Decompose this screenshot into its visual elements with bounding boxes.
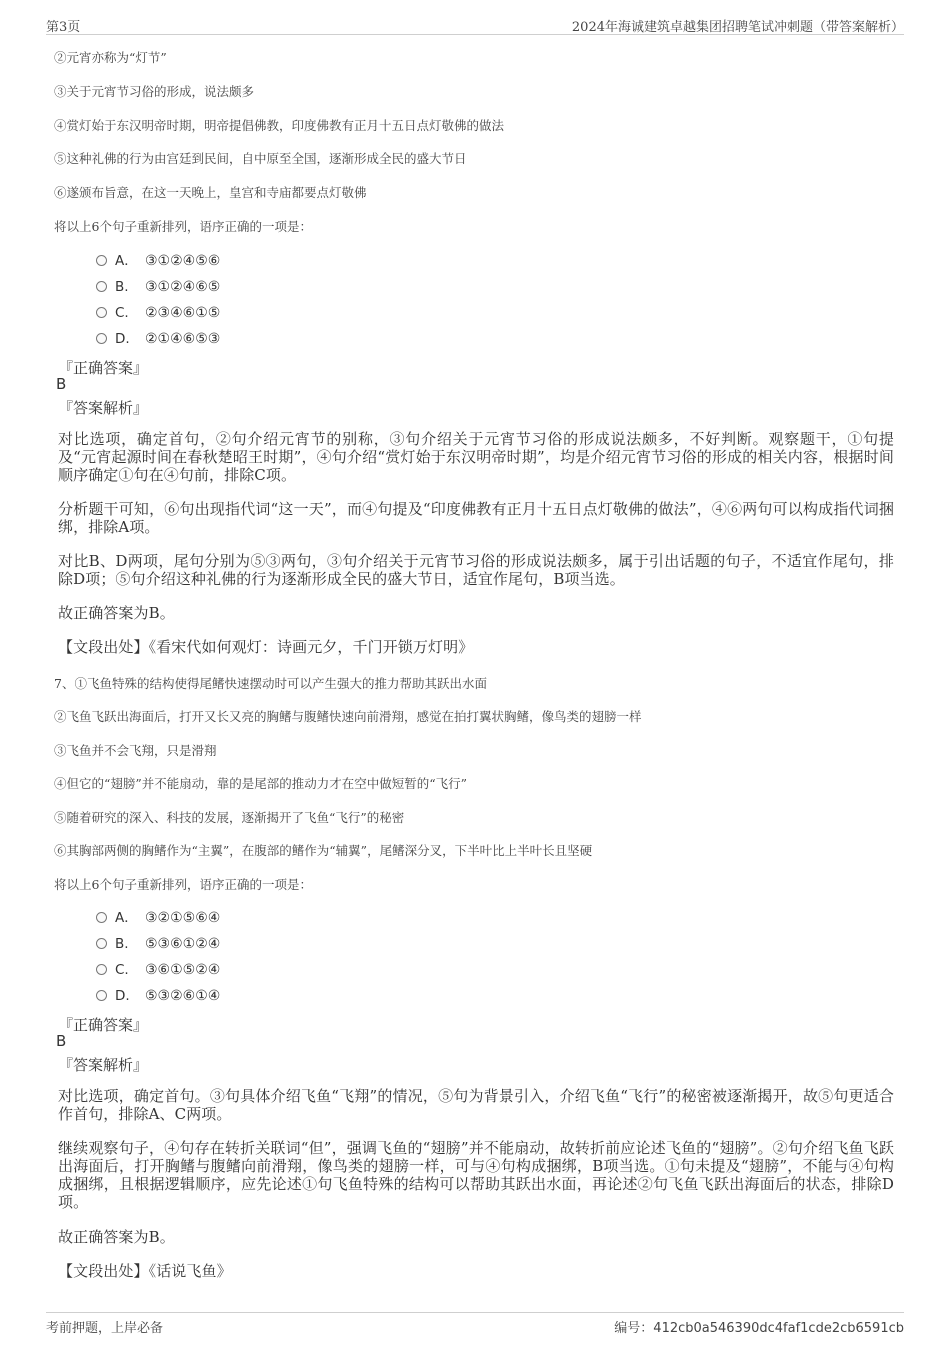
radio-icon[interactable] (96, 964, 107, 975)
page-number: 第3页 (46, 20, 81, 35)
footer-slogan: 考前押题，上岸必备 (46, 1321, 164, 1336)
q6-sentence-5: ⑤这种礼佛的行为由宫廷到民间，自中原至全国，逐渐形成全民的盛大节日 (54, 151, 467, 166)
radio-icon[interactable] (96, 307, 107, 318)
q6-answer: B (56, 375, 67, 393)
q7-answer-label: 『正确答案』 (58, 1016, 149, 1034)
q6-option-c[interactable]: C. ②③④⑥①⑤ (96, 304, 220, 322)
radio-icon[interactable] (96, 333, 107, 344)
q7-source: 【文段出处】《话说飞鱼》 (58, 1262, 232, 1280)
radio-icon[interactable] (96, 281, 107, 292)
q6-option-d[interactable]: D. ②①④⑥⑤③ (96, 330, 220, 348)
q6-source: 【文段出处】《看宋代如何观灯：诗画元夕，千门开锁万灯明》 (58, 638, 474, 656)
q7-option-d[interactable]: D. ⑤③②⑥①④ (96, 987, 220, 1005)
q6-answer-label: 『正确答案』 (58, 359, 149, 377)
q6-sentence-4: ④赏灯始于东汉明帝时期，明帝提倡佛教，印度佛教有正月十五日点灯敬佛的做法 (54, 118, 505, 133)
q7-option-c[interactable]: C. ③⑥①⑤②④ (96, 961, 220, 979)
q6-analysis-4: 故正确答案为B。 (58, 604, 175, 622)
radio-icon[interactable] (96, 990, 107, 1001)
q6-sentence-3: ③关于元宵节习俗的形成，说法颇多 (54, 84, 255, 99)
q6-analysis-3: 对比B、D两项，尾句分别为⑤③两句，③句介绍关于元宵节习俗的形成说法颇多，属于引出话题的句子，不适宜作尾句，排除D项；⑤句介绍这种礼佛的行为逐渐形成全民的盛大节日，适宜作尾句，B项当选。 (58, 552, 894, 588)
q6-analysis-1: 对比选项，确定首句，②句介绍元宵节的别称，③句介绍关于元宵节习俗的形成说法颇多，不好判断。观察题干，①句提及“元宵起源时间在春秋楚昭王时期”，④句介绍“赏灯始于东汉明帝时期”，均是介绍元宵节习俗的形成的相关内容，根据时间顺序确定①句在④句前，排除C项。 (58, 430, 894, 484)
q6-sentence-6: ⑥遂颁布旨意，在这一天晚上，皇宫和寺庙都要点灯敬佛 (54, 185, 367, 200)
q7-instruction: 将以上6个句子重新排列，语序正确的一项是： (54, 877, 312, 892)
page-footer (46, 1312, 904, 1337)
radio-icon[interactable] (96, 255, 107, 266)
q6-instruction: 将以上6个句子重新排列，语序正确的一项是： (54, 219, 312, 234)
radio-icon[interactable] (96, 912, 107, 923)
q7-sentence-5: ⑤随着研究的深入、科技的发展，逐渐揭开了飞鱼“飞行”的秘密 (54, 810, 405, 825)
page-header (46, 14, 904, 35)
q7-sentence-4: ④但它的“翅膀”并不能扇动，靠的是尾部的推动力才在空中做短暂的“飞行” (54, 776, 468, 791)
q7-option-a[interactable]: A． ③②①⑤⑥④ (96, 909, 220, 927)
document-code (614, 1317, 904, 1336)
document-title: 2024年海诚建筑卓越集团招聘笔试冲刺题（带答案解析） (571, 20, 904, 35)
document-code-value: 412cb0a546390dc4faf1cde2cb6591cb (653, 1321, 904, 1336)
q6-sentence-2: ②元宵亦称为“灯节” (54, 50, 167, 65)
document-code-label: 编号： (614, 1321, 654, 1336)
q7-analysis-label: 『答案解析』 (58, 1056, 149, 1074)
radio-icon[interactable] (96, 938, 107, 949)
q7-sentence-6: ⑥其胸部两侧的胸鳍作为“主翼”，在腹部的鳍作为“辅翼”，尾鳍深分叉，下半叶比上半叶长且坚硬 (54, 843, 593, 858)
q7-analysis-1: 对比选项，确定首句。③句具体介绍飞鱼“飞翔”的情况，⑤句为背景引入，介绍飞鱼“飞行”的秘密被逐渐揭开，故⑤句更适合作首句，排除A、C两项。 (58, 1087, 894, 1123)
q7-sentence-3: ③飞鱼并不会飞翔，只是滑翔 (54, 743, 217, 758)
q6-option-a[interactable]: A． ③①②④⑤⑥ (96, 252, 220, 270)
q7-analysis-3: 故正确答案为B。 (58, 1228, 175, 1246)
q7-sentence-1: 7、①飞鱼特殊的结构使得尾鳍快速摆动时可以产生强大的推力帮助其跃出水面 (54, 676, 487, 691)
q7-option-b[interactable]: B. ⑤③⑥①②④ (96, 935, 220, 953)
q6-option-b[interactable]: B. ③①②④⑥⑤ (96, 278, 220, 296)
q7-analysis-2: 继续观察句子，④句存在转折关联词“但”，强调飞鱼的“翅膀”并不能扇动，故转折前应论述飞鱼的“翅膀”。②句介绍飞鱼飞跃出海面后，打开胸鳍与腹鳍向前滑翔，像鸟类的翅膀一样，可与④句构成捆绑，B项当选。①句未提及“翅膀”，不能与④句构成捆绑，且根据逻辑顺序，应先论述①句飞鱼特殊的结构可以帮助其跃出水面，再论述②句飞鱼飞跃出海面后的状态，排除D项。 (58, 1139, 894, 1211)
q7-sentence-2: ②飞鱼飞跃出海面后，打开又长又亮的胸鳍与腹鳍快速向前滑翔，感觉在拍打翼状胸鳍，像鸟类的翅膀一样 (54, 709, 642, 724)
q6-analysis-2: 分析题干可知，⑥句出现指代词“这一天”，而④句提及“印度佛教有正月十五日点灯敬佛的做法”，④⑥两句可以构成指代词捆绑，排除A项。 (58, 500, 894, 536)
q6-analysis-label: 『答案解析』 (58, 399, 149, 417)
q7-answer: B (56, 1032, 67, 1050)
